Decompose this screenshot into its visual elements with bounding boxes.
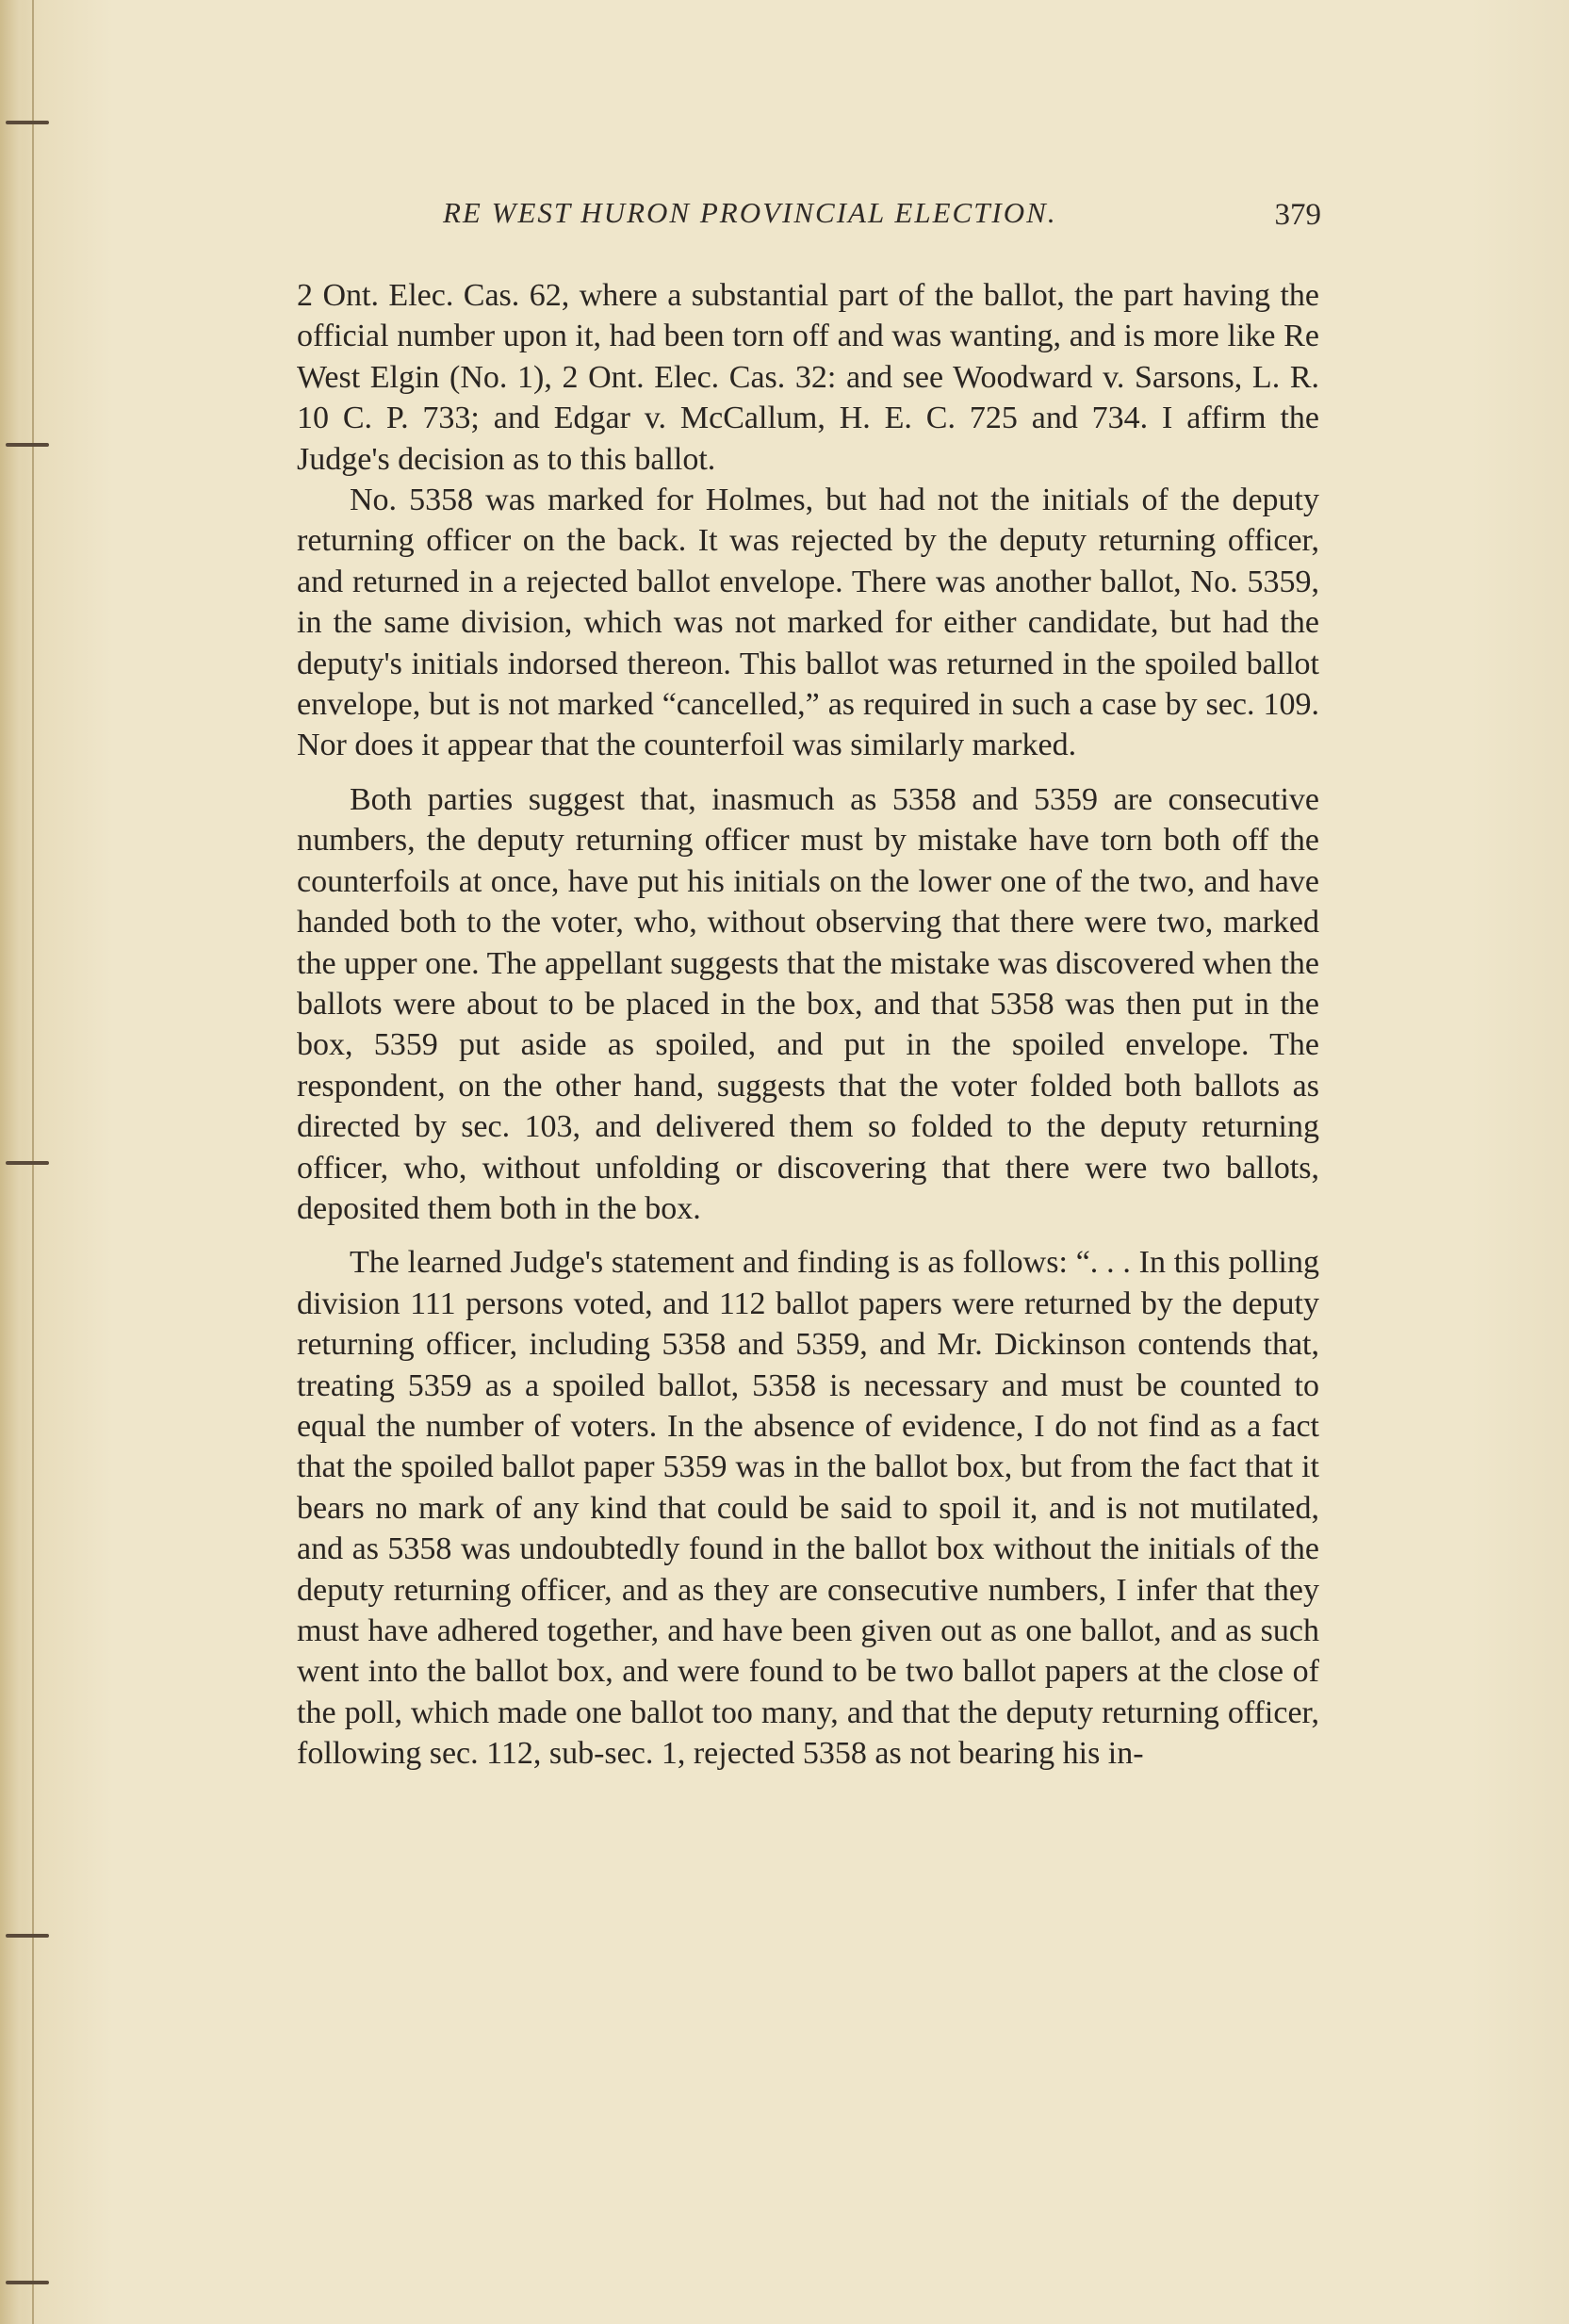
- binding-thread: [6, 2281, 49, 2284]
- paragraph: 2 Ont. Elec. Cas. 62, where a substantial part of the ballot, the part having the official number upon it, had been torn off and was wanting, and is more like Re West Elgin (No. 1), 2 Ont. Elec. Cas. 32: and see Woodward v. Sarsons, L. R. 10 C. P. 733; and Edgar v. McCallum, H. E. C. 725 and 734. I affirm the Judge's decision as to this ballot.: [297, 278, 1319, 477]
- binding-thread: [6, 443, 49, 447]
- binding-thread: [6, 1161, 49, 1165]
- binding-thread: [6, 121, 49, 124]
- paragraph: Both parties suggest that, inasmuch as 5358 and 5359 are consecutive numbers, the deputy returning officer must by mistake have torn both off the counterfoils at once, have put his initials on the lower one of the two, and have handed both to the voter, who, without observing that there were two, marked the upper one. The appellant suggests that the mistake was discovered when the ballots were about to be placed in the box, and that 5358 was then put in the box, 5359 put aside as spoiled, and put in the spoiled envelope. The respondent, on the other hand, suggests that the voter folded both ballots as directed by sec. 103, and delivered them so folded to the deputy returning officer, who, without unfolding or discovering that there were two ballots, deposited them both in the box.: [297, 781, 1319, 1226]
- page-number: 379: [1274, 198, 1321, 232]
- page-header: [443, 196, 1338, 239]
- running-title: RE WEST HURON PROVINCIAL ELECTION.: [443, 196, 1057, 229]
- binding-thread: [6, 1934, 49, 1938]
- body-text: [297, 275, 1319, 1775]
- paragraph: No. 5358 was marked for Holmes, but had not the initials of the deputy returning officer on the back. It was rejected by the deputy returning officer, and returned in a rejected ballot envelope. There was another ballot, No. 5359, in the same division, which was not marked for either candidate, but had the deputy's initials indorsed thereon. This ballot was returned in the spoiled ballot envelope, but is not marked “cancelled,” as required in such a case by sec. 109. Nor does it appear that the counterfoil was similarly marked.: [297, 483, 1319, 763]
- paragraph: The learned Judge's statement and finding is as follows: “. . . In this polling division 111 persons voted, and 112 ballot papers were returned by the deputy returning officer, including 5358 and 5359, and Mr. Dickinson contends that, treating 5359 as a spoiled ballot, 5358 is necessary and must be counted to equal the number of voters. In the absence of evidence, I do not find as a fact that the spoiled ballot paper 5359 was in the ballot box, but from the fact that it bears no mark of any kind that could be said to spoil it, and is not mutilated, and as 5358 was undoubtedly found in the ballot box without the initials of the deputy returning officer, and as they are consecutive numbers, I infer that they must have adhered together, and have been given out as one ballot, and as such went into the ballot box, and were found to be two ballot papers at the close of the poll, which made one ballot too many, and that the deputy returning officer, following sec. 112, sub-sec. 1, rejected 5358 as not bearing his in-: [297, 1245, 1319, 1772]
